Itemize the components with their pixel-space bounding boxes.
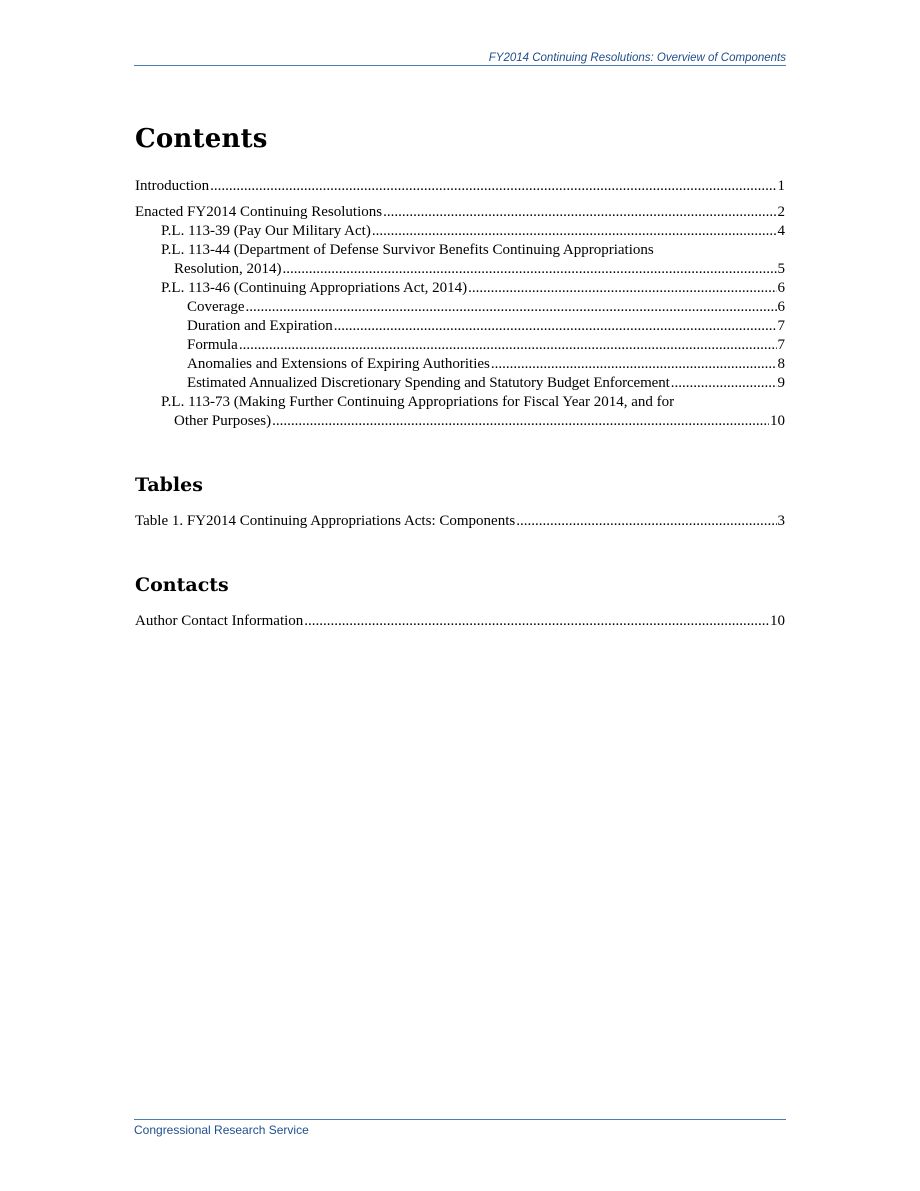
toc-page-number: 6 [777,299,785,315]
toc-page-number: 9 [777,375,785,391]
toc-entry-enacted-crs[interactable] [135,203,785,222]
toc-entry-text: Enacted FY2014 Continuing Resolutions [135,204,383,220]
toc-entry-introduction[interactable] [135,177,785,196]
toc-page-number: 6 [777,280,785,296]
dot-leader [671,374,777,393]
dot-leader [491,355,777,374]
toc-entry-author-contact[interactable] [135,612,785,631]
contacts-list [135,612,785,631]
dot-leader [516,512,776,531]
toc-entry-text-line1: P.L. 113-44 (Department of Defense Survivor Benefits Continuing Appropriations [161,242,654,258]
toc-page-number: 7 [777,318,785,334]
dot-leader [304,612,769,631]
toc-page-number: 3 [777,513,785,529]
toc-entry-pl-113-46[interactable] [135,279,785,298]
dot-leader [334,317,777,336]
toc-page-number: 10 [770,613,785,629]
dot-leader [372,222,777,241]
toc-entry-anomalies[interactable] [135,355,785,374]
toc-entry-table-1[interactable] [135,512,785,531]
toc-entry-text: P.L. 113-46 (Continuing Appropriations Act, 2014) [161,280,468,296]
toc-entry-formula[interactable] [135,336,785,355]
contents-list [135,177,785,431]
dot-leader [210,177,776,196]
toc-entry-coverage[interactable] [135,298,785,317]
toc-page-number: 7 [777,337,785,353]
dot-leader [245,298,776,317]
toc-page-number: 2 [777,204,785,220]
toc-entry-text: P.L. 113-39 (Pay Our Military Act) [161,223,371,239]
toc-entry-pl-113-73[interactable] [135,393,785,431]
toc-entry-text: Other Purposes) [174,413,272,429]
toc-entry-text: Duration and Expiration [187,318,333,334]
toc-entry-text: Anomalies and Extensions of Expiring Authorities [187,356,490,372]
toc-entry-pl-113-39[interactable] [135,222,785,241]
dot-leader [239,336,777,355]
toc-entry-text: Estimated Annualized Discretionary Spending and Statutory Budget Enforcement [187,375,670,391]
toc-entry-text: Coverage [187,299,245,315]
toc-page-number: 1 [777,178,785,194]
toc-entry-duration[interactable] [135,317,785,336]
tables-heading: Tables [135,474,203,496]
page-footer: Congressional Research Service [134,1119,786,1137]
contacts-heading: Contacts [135,574,229,596]
toc-entry-text: Author Contact Information [135,613,304,629]
dot-leader [383,203,776,222]
toc-entry-text: Introduction [135,178,210,194]
dot-leader [468,279,776,298]
toc-page-number: 5 [777,261,785,277]
dot-leader [283,260,777,279]
toc-page-number: 8 [777,356,785,372]
contents-heading: Contents [135,124,268,154]
toc-entry-text: Formula [187,337,238,353]
toc-entry-text: Resolution, 2014) [174,261,282,277]
tables-list [135,512,785,531]
running-header: FY2014 Continuing Resolutions: Overview of Components [134,52,786,66]
toc-page-number: 10 [770,413,785,429]
dot-leader [272,412,769,431]
toc-entry-text-line1: P.L. 113-73 (Making Further Continuing Appropriations for Fiscal Year 2014, and for [161,394,675,410]
toc-entry-text: Table 1. FY2014 Continuing Appropriations Acts: Components [135,513,516,529]
toc-entry-estimated-spending[interactable] [135,374,785,393]
toc-entry-pl-113-44[interactable] [135,241,785,279]
toc-page-number: 4 [777,223,785,239]
